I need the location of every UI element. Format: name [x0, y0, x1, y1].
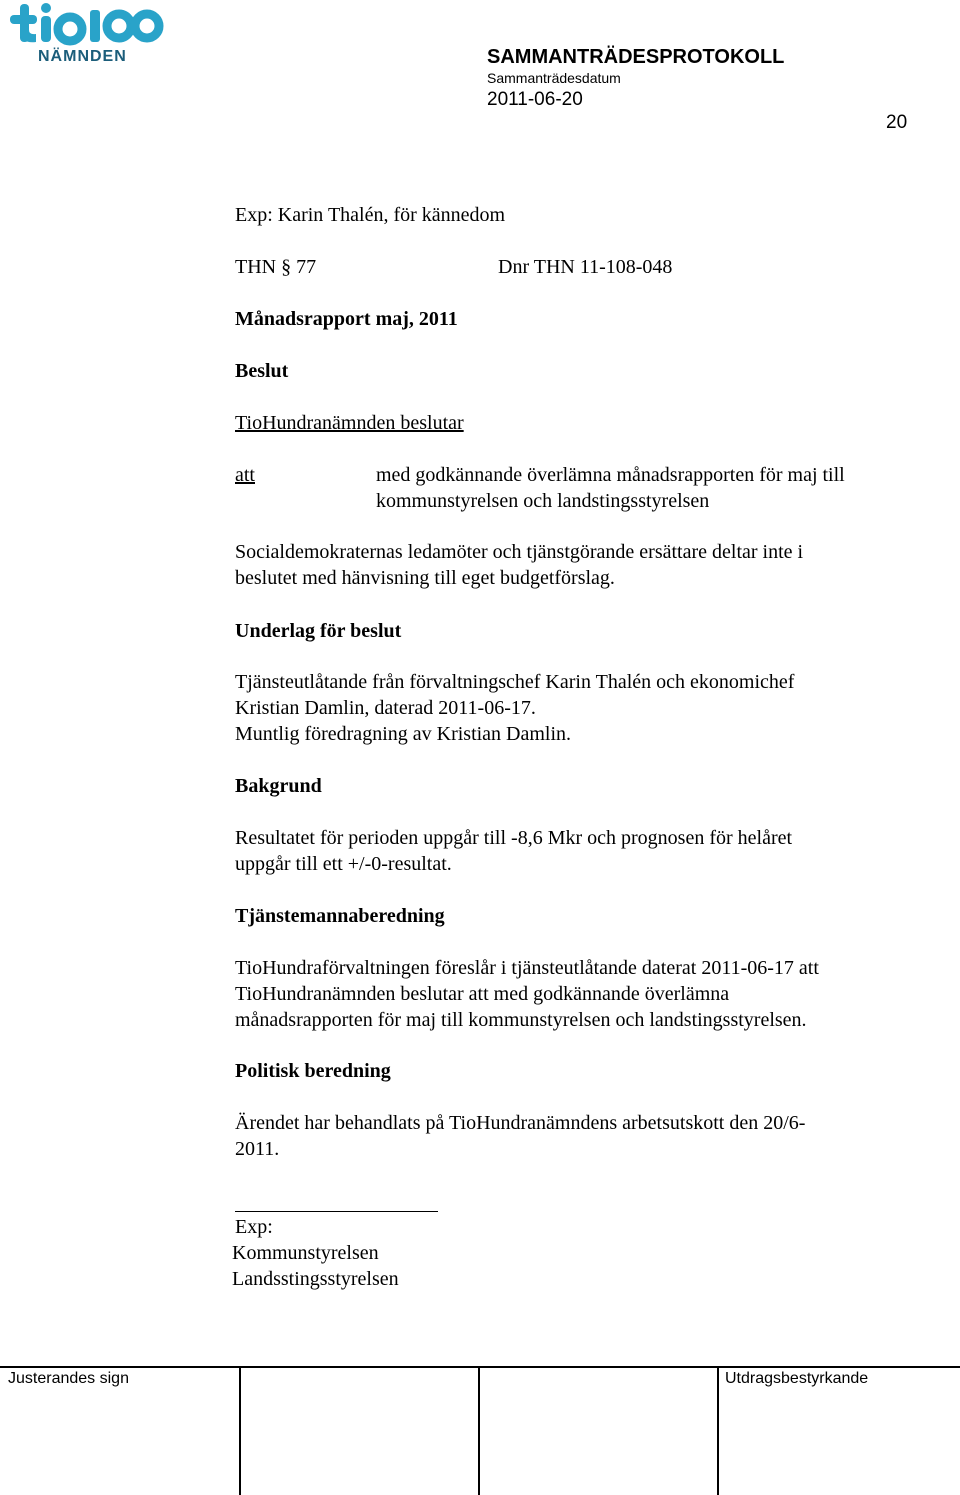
preparation-line: TioHundranämnden beslutar att med godkännande överlämna [235, 983, 730, 1005]
expedition-recipient: Landsstingsstyrelsen [232, 1268, 399, 1290]
logo-wordmark-graphic [6, 2, 166, 52]
meeting-date-value: 2011-06-20 [487, 89, 583, 110]
footer-column-divider [239, 1368, 241, 1495]
meeting-date-label: Sammanträdesdatum [487, 70, 621, 86]
basis-line: Tjänsteutlåtande från förvaltningschef Karin Thalén och ekonomichef [235, 671, 795, 693]
background-line: uppgår till ett +/-0-resultat. [235, 853, 452, 875]
footer-column-divider [478, 1368, 480, 1495]
document-type: SAMMANTRÄDESPROTOKOLL [487, 46, 785, 68]
reservation-line: Socialdemokraternas ledamöter och tjänstgörande ersättare deltar inte i [235, 541, 804, 563]
background-heading: Bakgrund [235, 775, 322, 797]
paragraph-reference: THN § 77 [235, 256, 317, 278]
reservation-line: beslutet med hänvisning till eget budgetförslag. [235, 567, 615, 589]
decision-text-line: med godkännande överlämna månadsrapporten för maj till [376, 464, 845, 486]
political-line: 2011. [235, 1138, 280, 1160]
preparation-line: månadsrapporten för maj till kommunstyrelsen och landstingsstyrelsen. [235, 1009, 807, 1031]
expedition-note: Exp: Karin Thalén, för kännedom [235, 204, 506, 226]
case-title: Månadsrapport maj, 2011 [235, 308, 458, 330]
political-heading: Politisk beredning [235, 1060, 391, 1082]
logo-subtitle: NÄMNDEN [38, 48, 127, 65]
tio100-logo [6, 2, 166, 68]
basis-heading: Underlag för beslut [235, 620, 402, 642]
decision-text-line: kommunstyrelsen och landstingsstyrelsen [376, 490, 710, 512]
footer-rule [0, 1366, 960, 1368]
background-line: Resultatet för perioden uppgår till -8,6 Mkr och prognosen för helåret [235, 827, 793, 849]
basis-line: Muntlig föredragning av Kristian Damlin. [235, 723, 572, 745]
decision-heading: Beslut [235, 360, 289, 382]
decision-intro: TioHundranämnden beslutar [235, 412, 464, 434]
page-number: 20 [886, 112, 908, 133]
decision-att: att [235, 464, 255, 486]
footer-column-divider [717, 1368, 719, 1495]
basis-line: Kristian Damlin, daterad 2011-06-17. [235, 697, 536, 719]
footer-justification-label: Justerandes sign [8, 1370, 129, 1387]
preparation-line: TioHundraförvaltningen föreslår i tjänsteutlåtande daterat 2011-06-17 att [235, 957, 819, 979]
diary-number: Dnr THN 11-108-048 [498, 256, 673, 278]
preparation-heading: Tjänstemannaberedning [235, 905, 445, 927]
expedition-recipient: Kommunstyrelsen [232, 1242, 379, 1264]
expedition-divider [235, 1211, 438, 1212]
footer-certification-label: Utdragsbestyrkande [725, 1370, 869, 1387]
political-line: Ärendet har behandlats på TioHundranämndens arbetsutskott den 20/6- [235, 1112, 806, 1134]
expedition-label: Exp: [235, 1216, 273, 1238]
